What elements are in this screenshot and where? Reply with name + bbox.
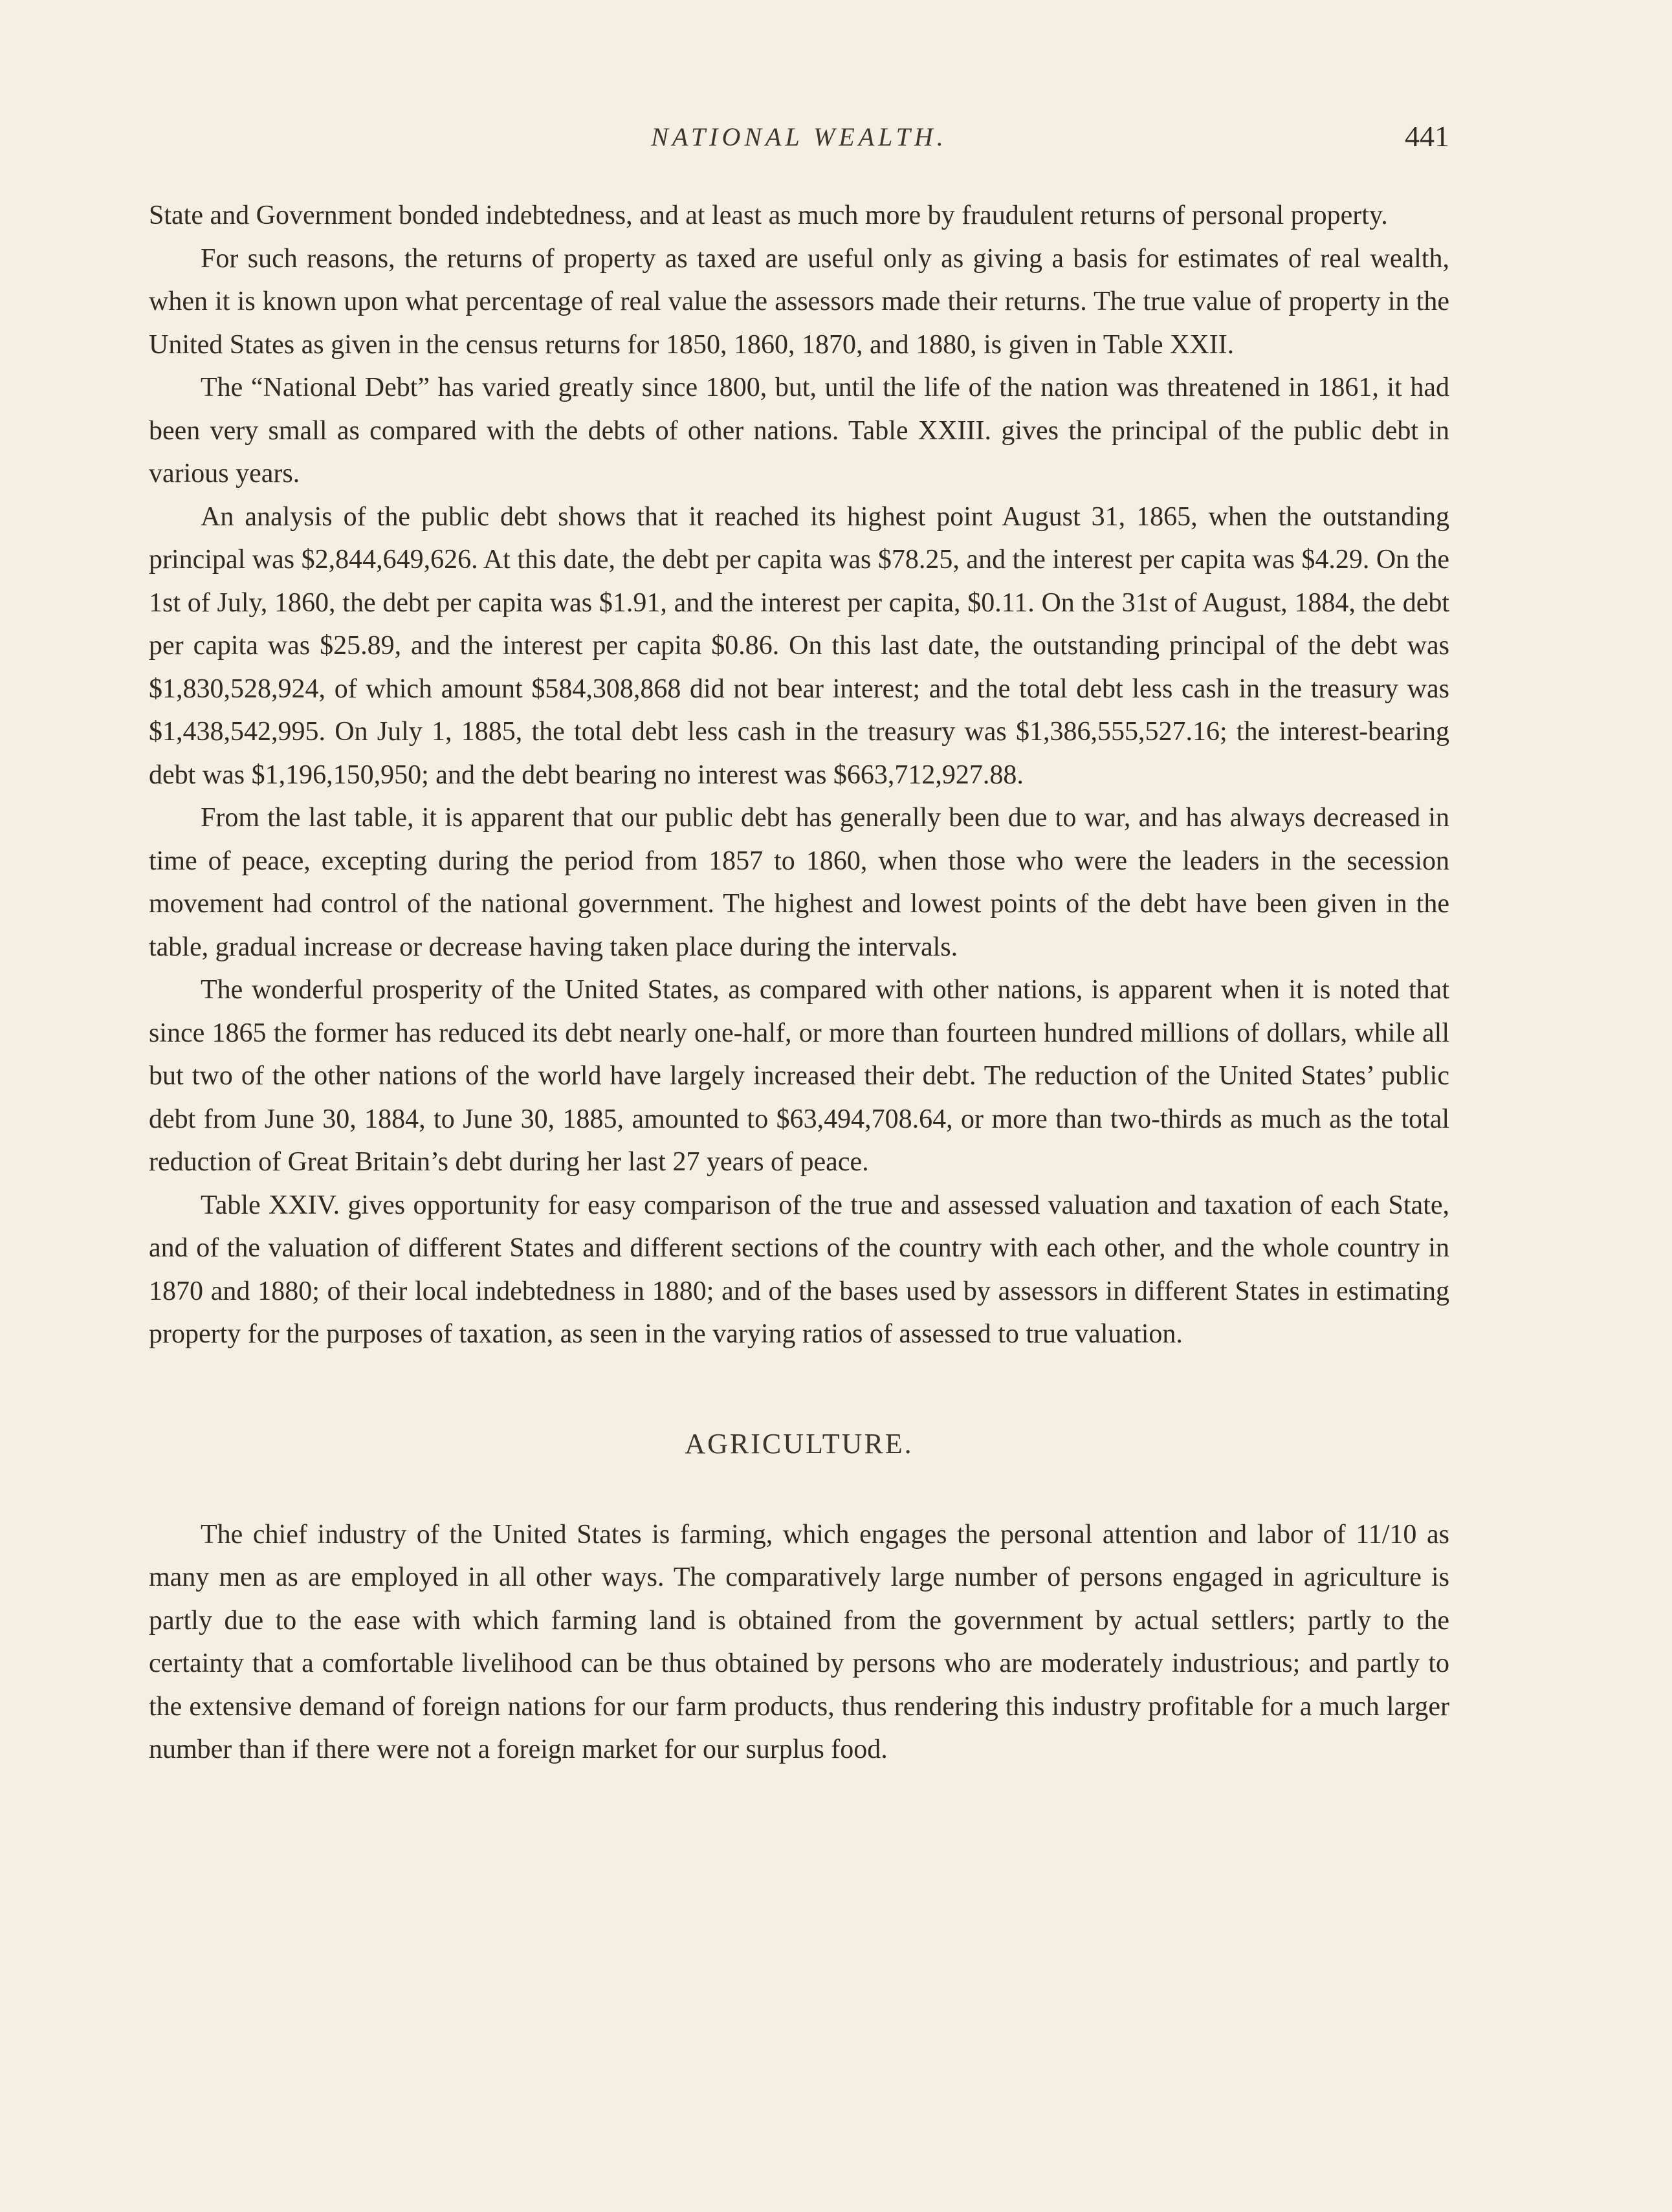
page-header xyxy=(149,122,1449,167)
paragraph-prosperity: The wonderful prosperity of the United States, as compared with other nations, is apparent when it is noted that since 1865 the former has reduced its debt nearly one-half, or more than fourteen hundred millions of dollars, while all but two of the other nations of the world have largely increased their debt. The reduction of the United States’ public debt from June 30, 1884, to June 30, 1885, amounted to $63,494,708.64, or more than two-thirds as much as the total reduction of Great Britain’s debt during her last 27 years of peace. xyxy=(149,975,1449,1177)
paragraph-national-debt: The “National Debt” has varied greatly since 1800, but, until the life of the nation was threatened in 1861, it had been very small as compared with the debts of other nations. Table XXIII. gives the principal of the public debt in various years. xyxy=(149,373,1449,488)
paragraph-table-xxiv: Table XXIV. gives opportunity for easy comparison of the true and assessed valuation and taxation of each State, and of the valuation of different States and different sections of the country with each other, and the whole country in 1870 and 1880; of their local indebtedness in 1880; and of the bases used by assessors in different States in estimating property for the purposes of taxation, as seen in the varying ratios of assessed to true valuation. xyxy=(149,1190,1449,1349)
paragraph-debt-analysis: An analysis of the public debt shows that it reached its highest point August 31, 1865, when the outstanding principal was $2,844,649,626. At this date, the debt per capita was $78.25, and the interest per capita was $4.29. On the 1st of July, 1860, the debt per capita was $1.91, and the interest per capita, $0.11. On the 31st of August, 1884, the debt per capita was $25.89, and the interest per capita $0.86. On this last date, the outstanding principal of the debt was $1,830,528,924, of which amount $584,308,868 did not bear interest; and the total debt less cash in the treasury was $1,438,542,995. On July 1, 1885, the total debt less cash in the treasury was $1,386,555,527.16; the interest-bearing debt was $1,196,150,950; and the debt bearing no interest was $663,712,927.88. xyxy=(149,501,1449,790)
paragraph-property-returns: For such reasons, the returns of property as taxed are useful only as giving a basis for estimates of real wealth, when it is known upon what percentage of real value the assessors made their returns. The true value of property in the United States as given in the census returns for 1850, 1860, 1870, and 1880, is given in Table XXII. xyxy=(149,243,1449,360)
page-body xyxy=(149,194,1449,1771)
running-title: NATIONAL WEALTH. xyxy=(651,122,947,151)
paragraph-agriculture: The chief industry of the United States is farming, which engages the personal attention and labor of 11/10 as many men as are employed in all other ways. The comparatively large number of persons engaged in agriculture is partly due to the ease with which farming land is obtained from the government by actual settlers; partly to the certainty that a comfortable livelihood can be thus obtained by persons who are moderately industrious; and partly to the extensive demand of foreign nations for our farm products, thus rendering this industry profitable for a much larger number than if there were not a foreign market for our surplus food. xyxy=(149,1519,1449,1764)
section-title-agriculture: AGRICULTURE. xyxy=(685,1427,914,1460)
paragraph-debt-war: From the last table, it is apparent that our public debt has generally been due to war, and has always decreased in time of peace, excepting during the period from 1857 to 1860, when those who were the leaders in the secession movement had control of the national government. The highest and lowest points of the debt have been given in the table, gradual increase or decrease having taken place during the intervals. xyxy=(149,803,1449,962)
paragraph-continuation: State and Government bonded indebtedness, and at least as much more by fraudulent returns of personal property. xyxy=(149,201,1388,230)
page-number: 441 xyxy=(1405,120,1449,153)
